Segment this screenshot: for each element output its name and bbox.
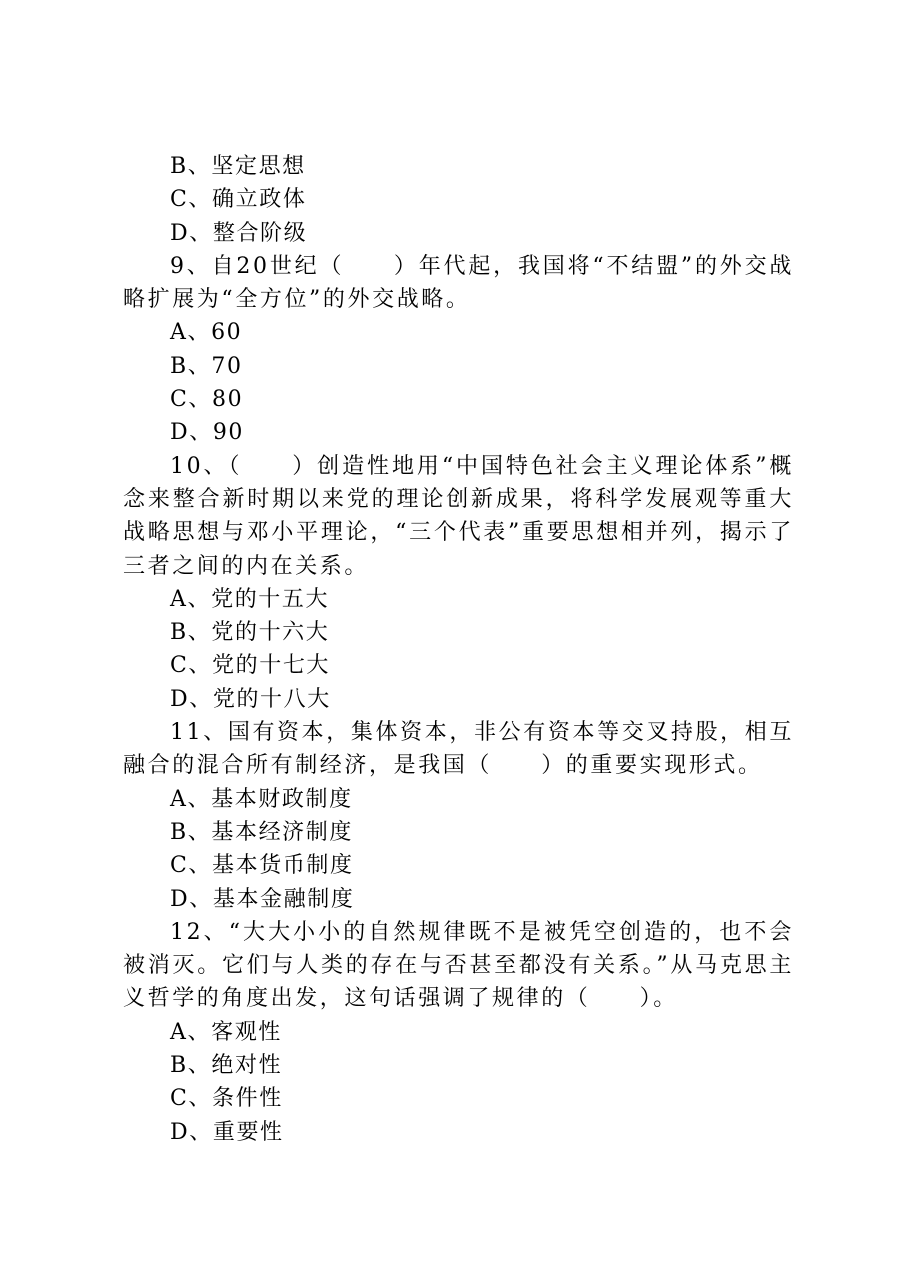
question-9: 9、自20世纪（ ）年代起，我国将“不结盟”的外交战略扩展为“全方位”的外交战略。 bbox=[123, 253, 794, 313]
option-a: A、基本财政制度 bbox=[170, 786, 353, 812]
option-a: A、60 bbox=[170, 320, 243, 346]
option-b: B、基本经济制度 bbox=[170, 819, 353, 845]
option-d: D、重要性 bbox=[170, 1119, 284, 1145]
option-b: B、党的十六大 bbox=[170, 620, 330, 646]
question-10: 10、（ ）创造性地用“中国特色社会主义理论体系”概念来整合新时期以来党的理论创新成果，将科学发展观等重大战略思想与邓小平理论，“三个代表”重要思想相并列，揭示了三者之间的内在关系。 bbox=[123, 453, 794, 579]
option-b: B、绝对性 bbox=[170, 1053, 283, 1079]
option-b: B、70 bbox=[170, 353, 243, 379]
option-d: D、基本金融制度 bbox=[170, 886, 355, 912]
option-d: D、90 bbox=[170, 420, 245, 446]
question-list bbox=[123, 150, 794, 1149]
option-a: A、党的十五大 bbox=[170, 586, 330, 612]
option-c: C、条件性 bbox=[170, 1086, 283, 1112]
option-d: D、党的十八大 bbox=[170, 686, 331, 712]
option-c: C、基本货币制度 bbox=[170, 853, 354, 879]
question-12: 12、“大大小小的自然规律既不是被凭空创造的，也不会被消灭。它们与人类的存在与否甚至都没有关系。”从马克思主义哲学的角度出发，这句话强调了规律的（ ）。 bbox=[123, 919, 794, 1012]
question-11: 11、国有资本，集体资本，非公有资本等交叉持股，相互融合的混合所有制经济，是我国（ ）的重要实现形式。 bbox=[123, 720, 794, 779]
option-b: B、坚定思想 bbox=[170, 154, 306, 179]
option-c: C、党的十七大 bbox=[170, 653, 331, 679]
option-a: A、客观性 bbox=[170, 1019, 282, 1045]
option-c: C、确立政体 bbox=[170, 187, 307, 213]
option-d: D、整合阶级 bbox=[170, 220, 308, 246]
option-c: C、80 bbox=[170, 387, 244, 413]
